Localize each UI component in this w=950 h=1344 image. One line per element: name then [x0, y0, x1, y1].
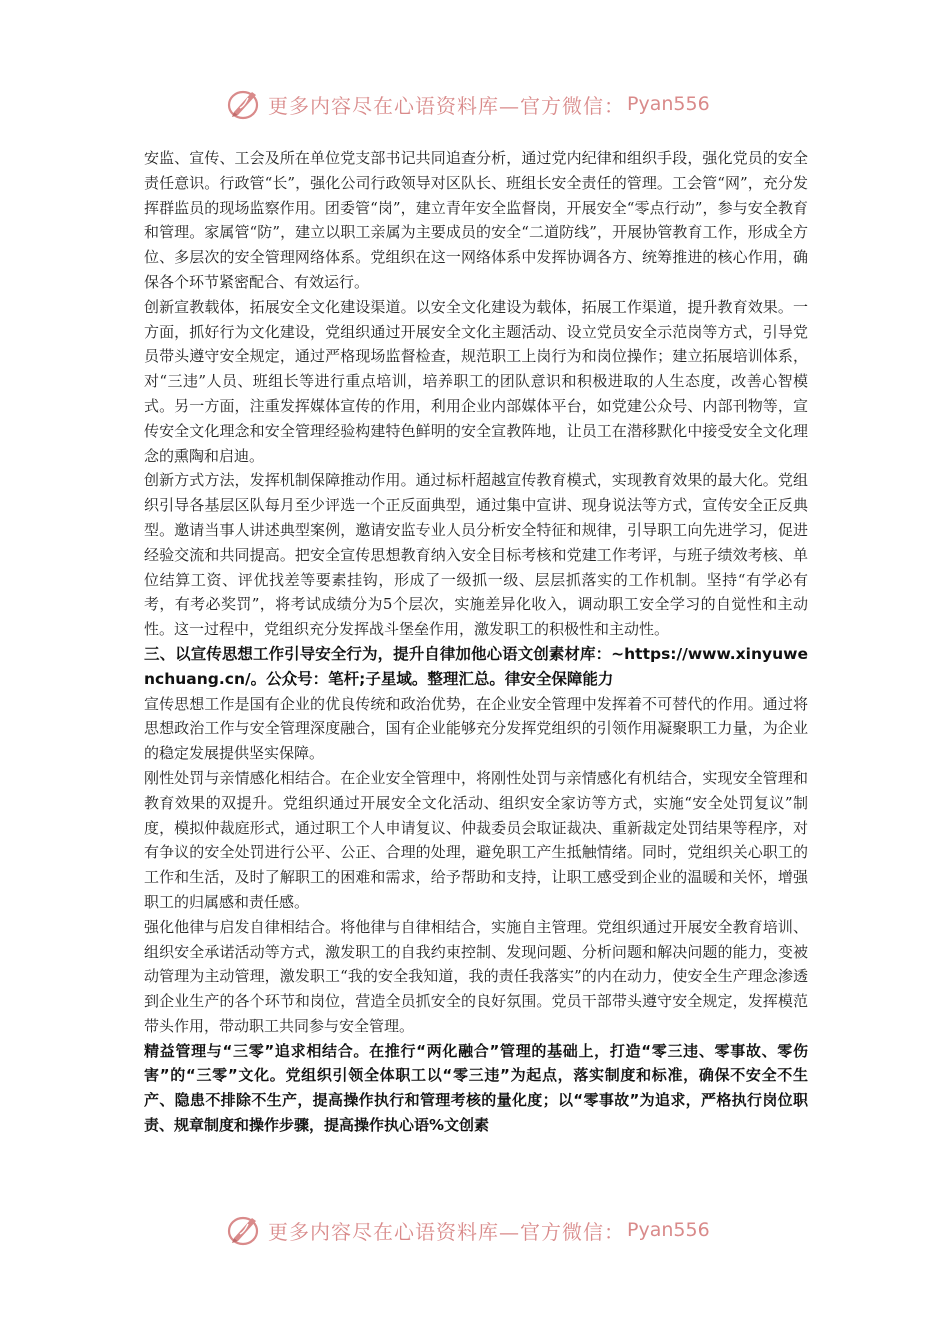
- watermark-title: 更多内容尽在心语资料库—官方微信：: [268, 93, 625, 118]
- pen-logo-icon: [226, 1212, 264, 1248]
- pen-logo-icon: [226, 86, 264, 122]
- footer-watermark: [0, 1210, 950, 1250]
- watermark-row: [226, 84, 710, 124]
- paragraph-publicity-carrier: 创新宣教载体，拓展安全文化建设渠道。以安全文化建设为载体，拓展工作渠道，提升教育效果。一方面，抓好行为文化建设，党组织通过开展安全文化主题活动、设立党员安全示范岗等方式，引导党员带头遵守安全规定，通过严格现场监督检查，规范职工上岗行为和岗位操作；建立拓展培训体系，对“三违”人员、班组长等进行重点培训，培养职工的团队意识和积极进取的人生态度，改善心智模式。另一方面，注重发挥媒体宣传的作用，利用企业内部媒体平台，如党建公众号、内部刊物等，宣传安全文化理念和安全管理经验构建特色鲜明的安全宣教阵地，让员工在潜移默化中接受安全文化理念的熏陶和启迪。: [144, 297, 808, 465]
- paragraph-rigid-penalty: 刚性处罚与亲情感化相结合。在企业安全管理中，将刚性处罚与亲情感化有机结合，实现安全管理和教育效果的双提升。党组织通过开展安全文化活动、组织安全家访等方式，实施“安全处罚复议”制度，模拟仲裁庭形式，通过职工个人申请复议、仲裁委员会取证裁决、重新裁定处罚结果等程序，对有争议的安全处罚进行公平、公正、合理的处理，避免职工产生抵触情绪。同时，党组织关心职工的工作和生活，及时了解职工的困难和需求，给予帮助和支持，让职工感受到企业的温暖和关怀，增强职工的归属感和责任感。: [144, 768, 808, 911]
- watermark-wechat-id: Pyan556: [627, 1219, 710, 1241]
- section-heading-three: 三、以宣传思想工作引导安全行为，提升自律加他心语文创素材库：~https://www.xinyuwenchuang.cn/。公众号：笔杆;子星域。整理汇总。律安全保障能力: [144, 644, 808, 688]
- paragraph-lean-management: 精益管理与“三零”追求相结合。在推行“两化融合”管理的基础上，打造“零三违、零事故、零伤害”的“三零”文化。党组织引领全体职工以“零三违”为起点，落实制度和标准，确保不安全不生产、隐患不排除不生产，提高操作执行和管理考核的量化度；以“零事故”为追求，严格执行岗位职责、规章制度和操作步骤，提高操作执心语%文创素: [144, 1041, 808, 1135]
- paragraph-ideological-work: 宣传思想工作是国有企业的优良传统和政治优势，在企业安全管理中发挥着不可替代的作用。通过将思想政治工作与安全管理深度融合，国有企业能够充分发挥党组织的引领作用凝聚职工力量，为企业的稳定发展提供坚实保障。: [144, 694, 808, 763]
- document-body: [144, 146, 808, 1138]
- paragraph-supervision-network: 安监、宣传、工会及所在单位党支部书记共同追查分析，通过党内纪律和组织手段，强化党员的安全责任意识。行政管“长”，强化公司行政领导对区队长、班组长安全责任的管理。工会管“网”，充分发挥群监员的现场监察作用。团委管“岗”，建立青年安全监督岗，开展安全“零点行动”，参与安全教育和管理。家属管“防”，建立以职工亲属为主要成员的安全“二道防线”，开展协管教育工作，形成全方位、多层次的安全管理网络体系。党组织在这一网络体系中发挥协调各方、统筹推进的核心作用，确保各个环节紧密配合、有效运行。: [144, 149, 808, 291]
- watermark-row: [226, 1210, 710, 1250]
- watermark-title: 更多内容尽在心语资料库—官方微信：: [268, 1219, 625, 1244]
- watermark-wechat-id: Pyan556: [627, 93, 710, 115]
- header-watermark: [0, 84, 950, 124]
- paragraph-method-innovation: 创新方式方法，发挥机制保障推动作用。通过标杆超越宣传教育模式，实现教育效果的最大化。党组织引导各基层区队每月至少评选一个正反面典型，通过集中宣讲、现身说法等方式，宣传安全正反典型。邀请当事人讲述典型案例，邀请安监专业人员分析安全特征和规律，引导职工向先进学习，促进经验交流和共同提高。把安全宣传思想教育纳入安全目标考核和党建工作考评，与班子绩效考核、单位结算工资、评优找差等要素挂钩，形成了一级抓一级、层层抓落实的工作机制。坚持“有学必有考，有考必奖罚”，将考试成绩分为5个层次，实施差异化收入，调动职工安全学习的自觉性和主动性。这一过程中，党组织充分发挥战斗堡垒作用，激发职工的积极性和主动性。: [144, 471, 808, 639]
- paragraph-self-discipline: 强化他律与启发自律相结合。将他律与自律相结合，实施自主管理。党组织通过开展安全教育培训、组织安全承诺活动等方式，激发职工的自我约束控制、发现问题、分析问题和解决问题的能力，变被动管理为主动管理，激发职工“我的安全我知道，我的责任我落实”的内在动力，使安全生产理念渗透到企业生产的各个环节和岗位，营造全员抓安全的良好氛围。党员干部带头遵守安全规定，发挥模范带头作用，带动职工共同参与安全管理。: [144, 917, 808, 1035]
